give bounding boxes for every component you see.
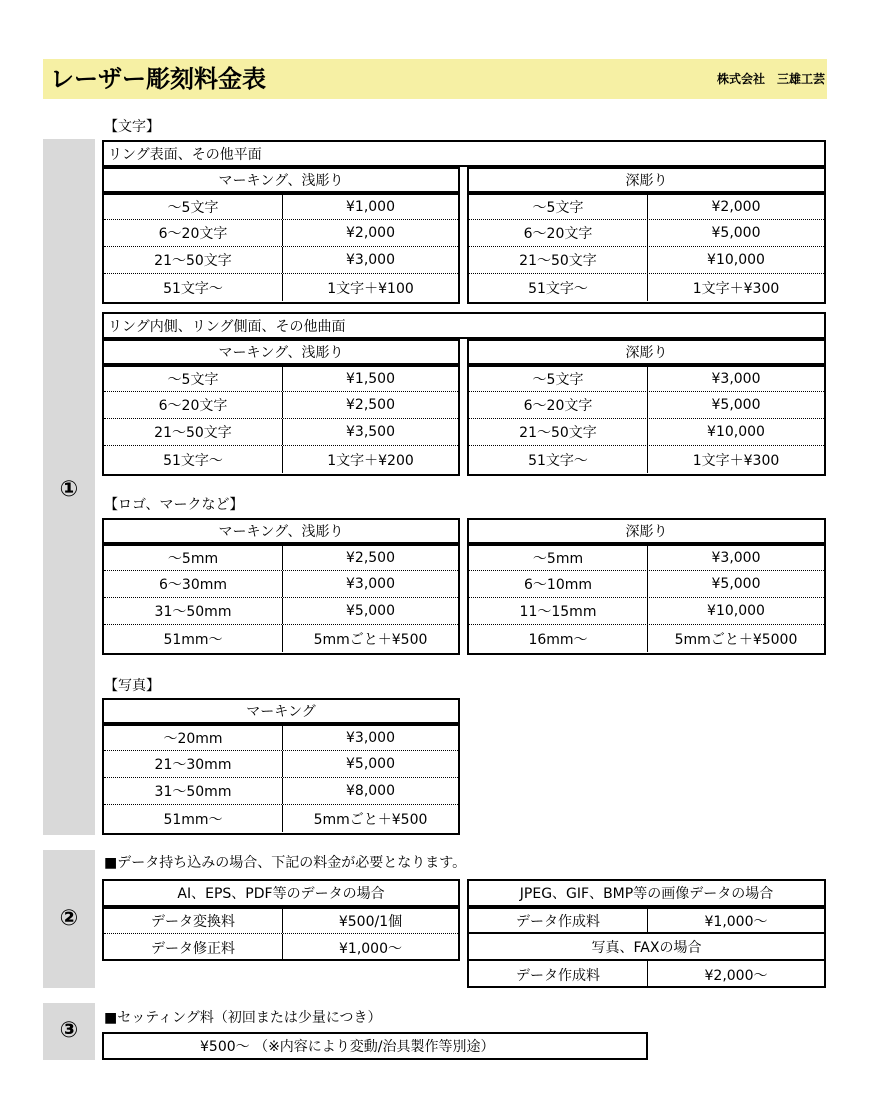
table-row — [104, 419, 458, 446]
flat-heading: リング表面、その他平面 — [102, 140, 826, 167]
section2-number: ② — [59, 906, 79, 931]
table-cell: 51文字～ — [104, 274, 283, 301]
table-cell: ¥2,000～ — [704, 967, 768, 984]
table-cell: 11～15mm — [469, 598, 648, 624]
table-row — [104, 571, 458, 598]
table-title: JPEG、GIF、BMP等の画像データの場合 — [469, 881, 824, 907]
table-cell: ¥3,000 — [711, 371, 761, 387]
table-cell: ¥10,000 — [707, 424, 765, 440]
table-cell: 1文字＋¥200 — [327, 452, 414, 469]
flat-marking-table — [102, 167, 460, 304]
table-cell: 6～20文字 — [104, 392, 283, 418]
table-row — [104, 934, 458, 961]
table-cell: ¥1,500 — [346, 371, 395, 387]
table-cell: 21～50文字 — [104, 419, 283, 445]
logo-marking-table — [102, 518, 460, 655]
table-cell: データ作成料 — [469, 909, 648, 932]
table-cell: ¥5,000 — [711, 225, 761, 241]
table-cell: ¥3,000 — [711, 550, 761, 566]
table-title: マーキング — [104, 700, 458, 724]
table-cell: ～5mm — [469, 546, 648, 570]
table-row — [469, 220, 824, 247]
table-cell: 21～50文字 — [104, 247, 283, 273]
page-title: レーザー彫刻料金表 — [50, 65, 266, 93]
table-cell: 31～50mm — [104, 778, 283, 804]
table-cell: ～5mm — [104, 546, 283, 570]
flat-deep-table — [467, 167, 826, 304]
table-cell: ¥8,000 — [346, 783, 395, 799]
table-cell: ¥2,000 — [711, 199, 761, 215]
table-subtitle: 写真、FAXの場合 — [469, 934, 824, 961]
table-row — [104, 392, 458, 419]
table-cell: ¥10,000 — [707, 603, 765, 619]
table-cell: ¥3,500 — [346, 424, 395, 440]
table-row — [104, 193, 458, 220]
table-cell: ¥1,000～ — [704, 913, 768, 930]
table-row — [104, 625, 458, 652]
setting-fee: ¥500～ （※内容により変動/治具製作等別途） — [102, 1032, 648, 1060]
table-cell: 6～10mm — [469, 571, 648, 597]
table-row — [104, 247, 458, 274]
table-cell: ～5文字 — [469, 367, 648, 391]
table-row — [469, 446, 824, 473]
table-cell: ¥3,000 — [346, 576, 395, 592]
table-cell: ¥5,000 — [346, 756, 395, 772]
table-row — [104, 365, 458, 392]
table-cell: 5mmごと＋¥500 — [313, 811, 428, 828]
table-row — [469, 571, 824, 598]
table-title: マーキング、浅彫り — [104, 169, 458, 193]
table-cell: 51文字～ — [104, 446, 283, 473]
table-row — [104, 724, 458, 751]
table-cell: 16mm～ — [469, 625, 648, 652]
table-row — [104, 598, 458, 625]
table-cell: 51mm～ — [104, 625, 283, 652]
table-cell: ¥5,000 — [346, 603, 395, 619]
table-title: 深彫り — [469, 520, 824, 544]
table-cell: 1文字＋¥300 — [692, 280, 780, 297]
table-cell: ¥500/1個 — [338, 914, 403, 930]
table-cell: 5mmごと＋¥500 — [313, 631, 428, 648]
logo-caption: 【ロゴ、マークなど】 — [104, 497, 244, 513]
section1-number: ① — [59, 477, 79, 502]
table-cell: ¥5,000 — [711, 397, 761, 413]
table-row — [469, 907, 824, 934]
table-cell: ¥1,000 — [346, 199, 395, 215]
table-cell: ¥2,000 — [346, 225, 395, 241]
table-cell: 21～30mm — [104, 751, 283, 777]
table-cell: ¥5,000 — [711, 576, 761, 592]
table-cell: データ変換料 — [104, 909, 283, 933]
vector-data-table — [102, 879, 460, 961]
table-cell: 21～50文字 — [469, 247, 648, 273]
table-row — [104, 778, 458, 805]
table-cell: 5mmごと＋¥5000 — [674, 631, 798, 648]
curved-heading: リング内側、リング側面、その他曲面 — [102, 312, 826, 339]
table-cell: 21～50文字 — [469, 419, 648, 445]
table-cell: 1文字＋¥300 — [692, 452, 780, 469]
setting-note: ■セッティング料（初回または少量につき） — [104, 1010, 382, 1026]
text-caption: 【文字】 — [104, 119, 160, 135]
table-row — [469, 274, 824, 301]
table-cell: ¥1,000～ — [339, 940, 402, 957]
section3-number: ③ — [59, 1018, 79, 1043]
table-row — [469, 392, 824, 419]
table-row — [469, 598, 824, 625]
table-cell: 6～20文字 — [469, 220, 648, 246]
table-row — [469, 625, 824, 652]
table-title: 深彫り — [469, 341, 824, 365]
table-row — [104, 446, 458, 473]
table-title: マーキング、浅彫り — [104, 520, 458, 544]
table-row — [104, 907, 458, 934]
company-name: 株式会社 三雄工芸 — [716, 72, 825, 86]
curved-marking-table — [102, 339, 460, 476]
table-cell: ～5文字 — [469, 195, 648, 219]
table-cell: ¥2,500 — [346, 397, 395, 413]
table-row — [104, 751, 458, 778]
table-cell: ¥2,500 — [346, 550, 395, 566]
data-note: ■データ持ち込みの場合、下記の料金が必要となります。 — [104, 855, 467, 871]
table-row — [469, 247, 824, 274]
table-title: AI、EPS、PDF等のデータの場合 — [104, 881, 458, 907]
table-row — [104, 274, 458, 301]
logo-deep-table — [467, 518, 826, 655]
table-row — [104, 220, 458, 247]
table-row — [469, 419, 824, 446]
table-row — [469, 193, 824, 220]
image-data-table — [467, 879, 826, 988]
table-cell: データ修正料 — [104, 934, 283, 961]
table-cell: ¥3,000 — [346, 730, 395, 746]
table-row — [469, 544, 824, 571]
table-row — [469, 961, 824, 988]
table-cell: 6～20文字 — [104, 220, 283, 246]
table-title: 深彫り — [469, 169, 824, 193]
table-cell: ¥10,000 — [707, 252, 765, 268]
table-cell: 6～20文字 — [469, 392, 648, 418]
table-cell: ～20mm — [104, 726, 283, 750]
table-cell: 51文字～ — [469, 274, 648, 301]
table-cell: 1文字＋¥100 — [327, 280, 414, 297]
table-cell: 51mm～ — [104, 805, 283, 832]
curved-deep-table — [467, 339, 826, 476]
table-cell: ¥3,000 — [346, 252, 395, 268]
table-row — [469, 365, 824, 392]
table-row — [104, 805, 458, 832]
photo-caption: 【写真】 — [104, 678, 160, 694]
table-cell: データ作成料 — [469, 961, 648, 988]
table-row — [104, 544, 458, 571]
table-cell: ～5文字 — [104, 195, 283, 219]
photo-marking-table — [102, 698, 460, 835]
table-cell: ～5文字 — [104, 367, 283, 391]
table-cell: 6～30mm — [104, 571, 283, 597]
table-title: マーキング、浅彫り — [104, 341, 458, 365]
table-cell: 51文字～ — [469, 446, 648, 473]
table-cell: 31～50mm — [104, 598, 283, 624]
